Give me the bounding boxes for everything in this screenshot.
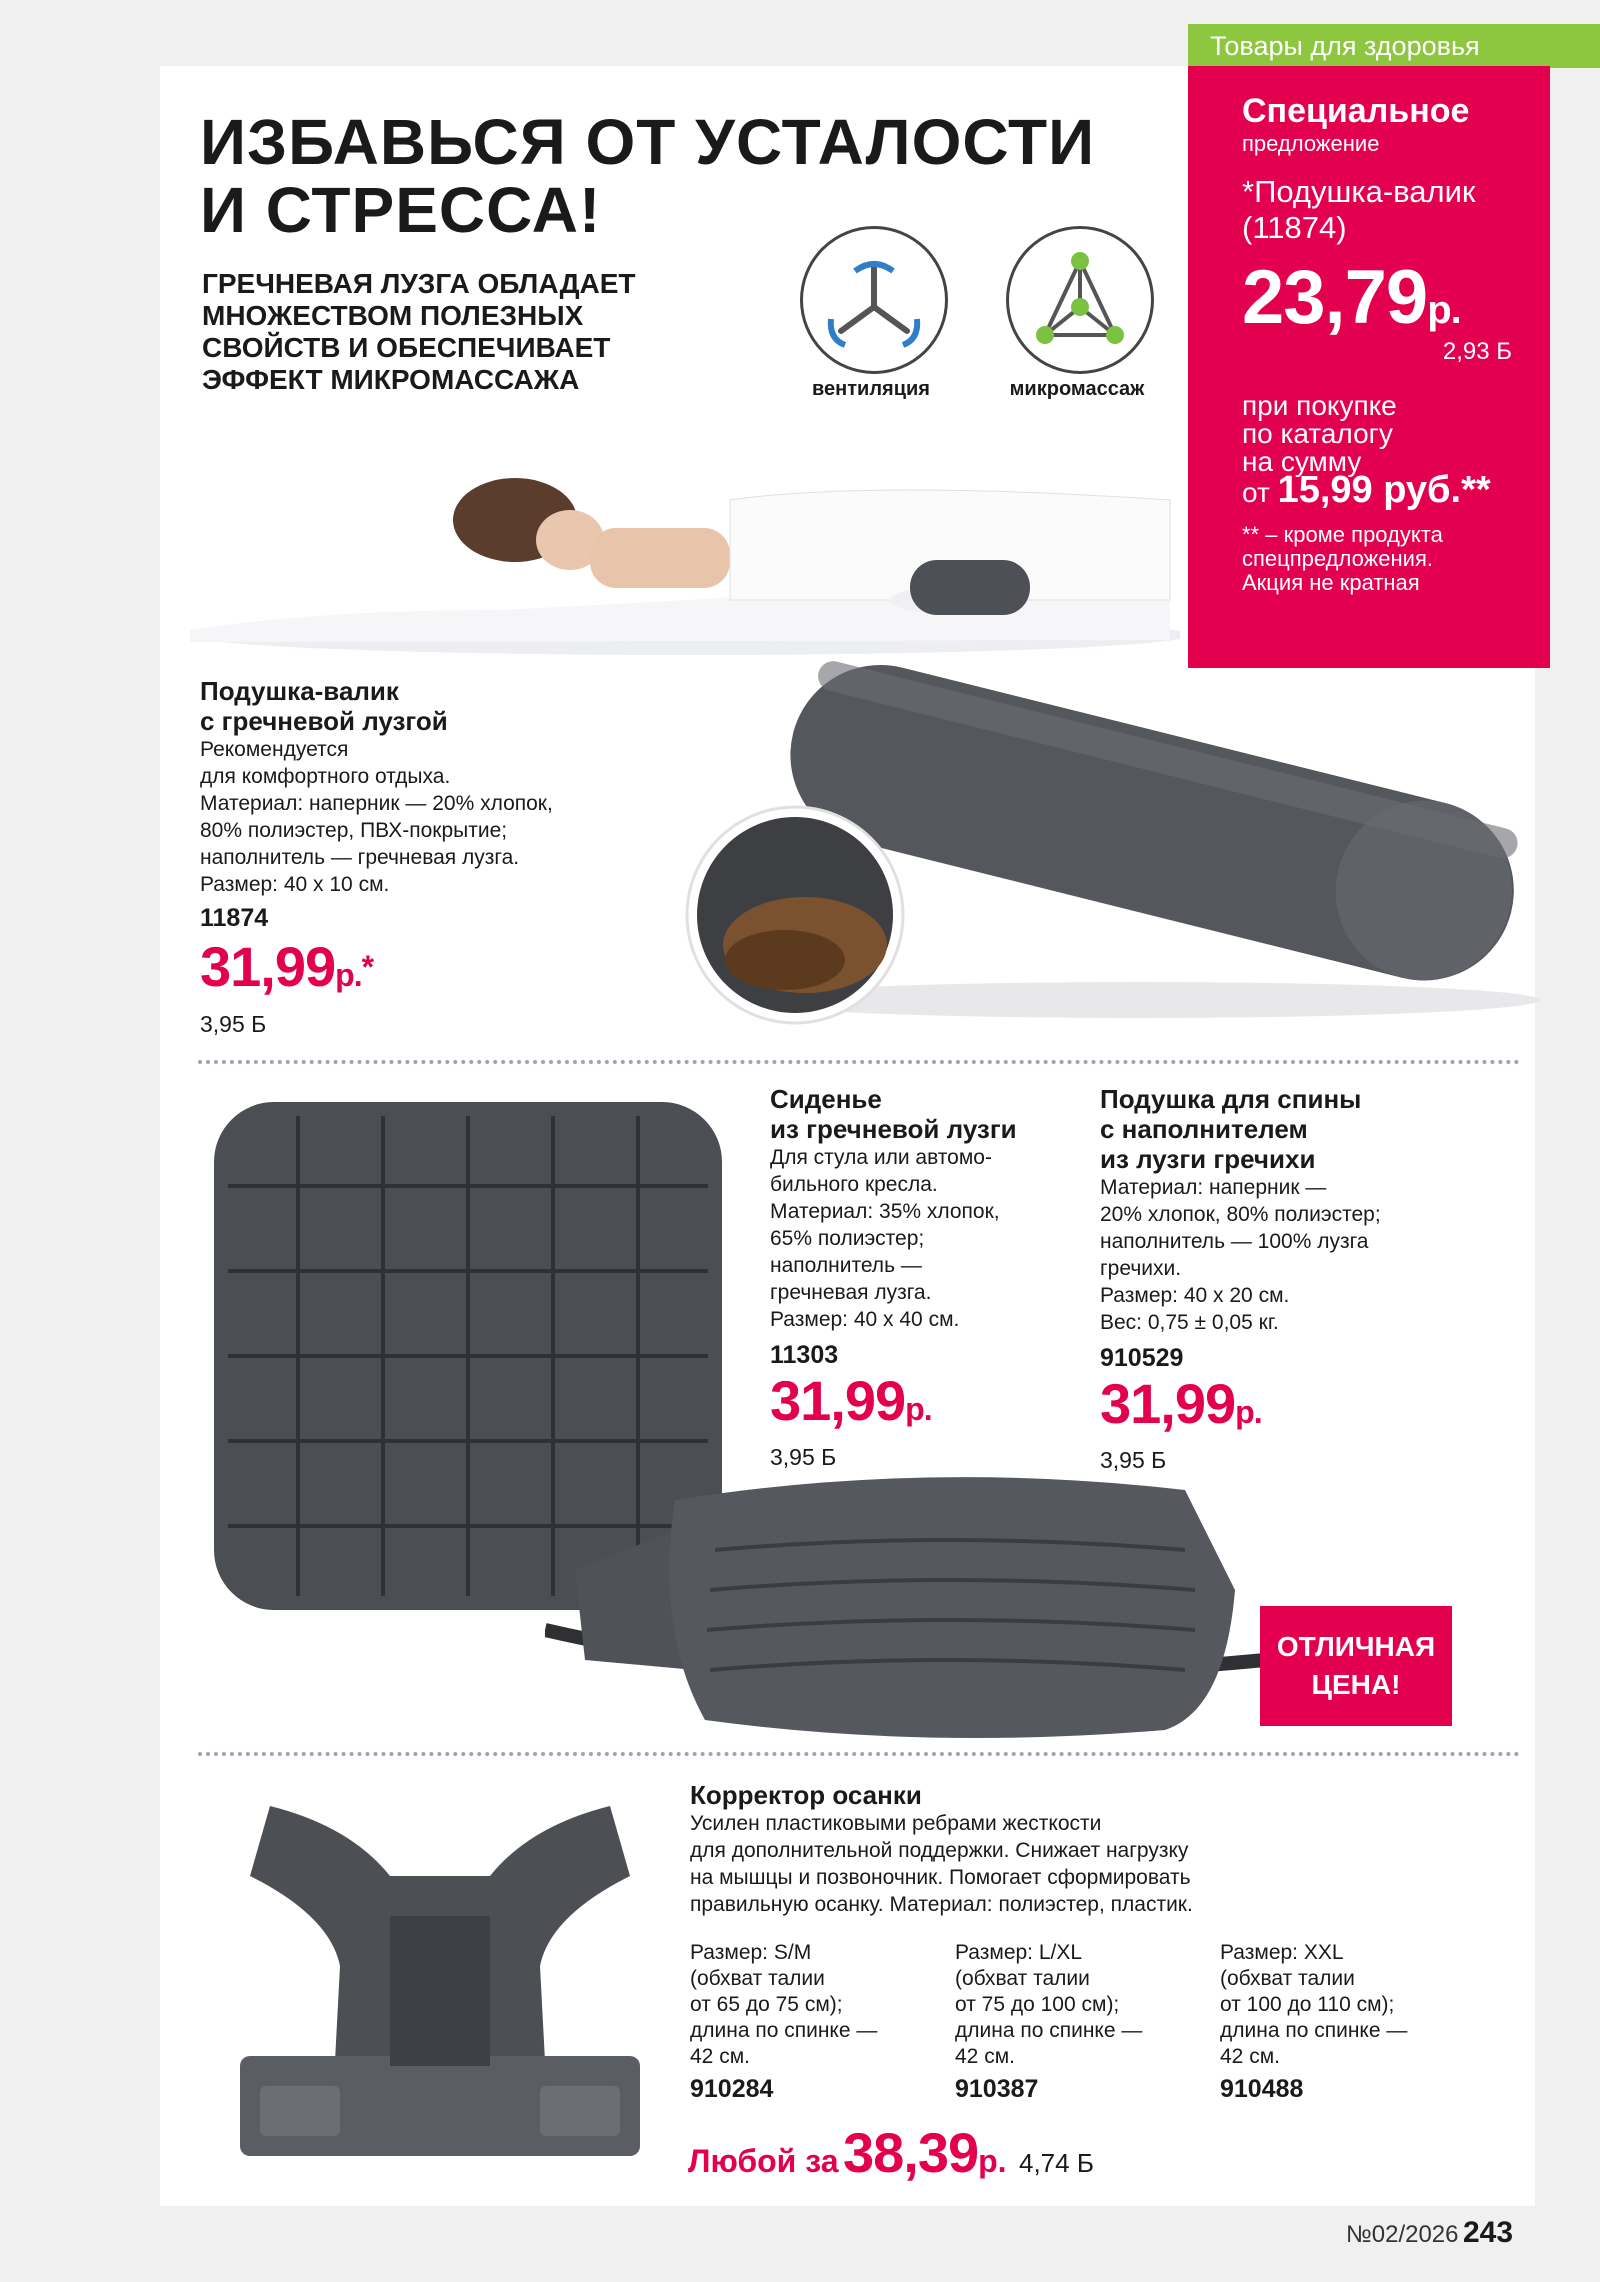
size-code: 910387 bbox=[955, 2075, 1039, 2103]
size-code: 910488 bbox=[1220, 2075, 1304, 2103]
corrector-price-value: 38,39 bbox=[842, 2121, 979, 2184]
seat-desc bbox=[770, 1144, 1080, 1333]
pillow-currency: р. bbox=[335, 957, 362, 993]
back-code: 910529 bbox=[1100, 1344, 1184, 1372]
section-divider bbox=[198, 1060, 1520, 1064]
offer-title: Специальное bbox=[1242, 92, 1470, 130]
page-number: 243 bbox=[1462, 2216, 1514, 2249]
size-line: 42 см. bbox=[690, 2045, 750, 2068]
back-cushion-image bbox=[545, 1470, 1305, 1750]
corrector-points: 4,74 Б bbox=[1019, 2148, 1094, 2178]
subhead-line: МНОЖЕСТВОМ ПОЛЕЗНЫХ bbox=[202, 300, 584, 331]
condition-amount: 15,99 руб.** bbox=[1277, 469, 1491, 511]
size-line: Размер: L/XL bbox=[955, 1941, 1083, 1964]
headline-line-1: ИЗБАВЬСЯ ОТ УСТАЛОСТИ bbox=[200, 106, 1096, 178]
back-cushion-info bbox=[1100, 1084, 1500, 1474]
any-for-label: Любой за bbox=[688, 2143, 839, 2179]
size-line: Размер: XXL bbox=[1220, 1941, 1344, 1964]
desc-line: Материал: 35% хлопок, bbox=[770, 1200, 1000, 1223]
pillow-title-line: Подушка-валик bbox=[200, 676, 399, 706]
footnote-line: спецпредложения. bbox=[1242, 546, 1433, 571]
back-desc bbox=[1100, 1174, 1500, 1336]
desc-line: 80% полиэстер, ПВХ-покрытие; bbox=[200, 819, 508, 842]
great-price-badge bbox=[1260, 1606, 1452, 1726]
headline bbox=[200, 108, 1095, 244]
subhead-line: ЭФФЕКТ МИКРОМАССАЖА bbox=[202, 364, 580, 395]
back-currency: р. bbox=[1235, 1394, 1262, 1430]
desc-line: на мышцы и позвоночник. Помогает сформировать bbox=[690, 1866, 1191, 1889]
offer-currency: р. bbox=[1427, 288, 1461, 332]
subhead-line: СВОЙСТВ И ОБЕСПЕЧИВАЕТ bbox=[202, 332, 611, 363]
pillow-price bbox=[200, 937, 640, 1005]
seat-title-line: из гречневой лузги bbox=[770, 1114, 1017, 1144]
pillow-points: 3,95 Б bbox=[200, 1011, 267, 1037]
size-line: 42 см. bbox=[955, 2045, 1015, 2068]
desc-line: наполнитель — 100% лузга bbox=[1100, 1230, 1369, 1253]
desc-line: Размер: 40 х 20 см. bbox=[1100, 1284, 1290, 1307]
condition-prefix: от bbox=[1242, 477, 1270, 508]
desc-line: Для стула или автомо- bbox=[770, 1146, 992, 1169]
back-title bbox=[1100, 1084, 1500, 1174]
size-line: длина по спинке — bbox=[955, 2019, 1143, 2042]
size-line: от 65 до 75 см); bbox=[690, 1993, 843, 2016]
back-title-line: из лузги гречихи bbox=[1100, 1144, 1316, 1174]
size-xxl bbox=[1220, 1940, 1470, 2102]
offer-condition bbox=[1242, 390, 1520, 511]
seat-info bbox=[770, 1084, 1080, 1471]
desc-line: бильного кресла. bbox=[770, 1173, 938, 1196]
woman-relaxing-photo bbox=[170, 460, 1180, 660]
condition-line: на сумму bbox=[1242, 446, 1362, 477]
issue-number: №02/2026 bbox=[1346, 2221, 1459, 2248]
great-price-line: ЦЕНА! bbox=[1311, 1669, 1401, 1700]
size-line: длина по спинке — bbox=[690, 2019, 878, 2042]
pillow-price-value: 31,99 bbox=[200, 935, 336, 998]
desc-line: для дополнительной поддержки. Снижает нагрузку bbox=[690, 1839, 1189, 1862]
special-offer-box bbox=[1188, 66, 1550, 668]
desc-line: Рекомендуется bbox=[200, 738, 349, 761]
posture-corrector-image bbox=[230, 1786, 650, 2186]
offer-code: (11874) bbox=[1242, 210, 1347, 245]
subhead-line: ГРЕЧНЕВАЯ ЛУЗГА ОБЛАДАЕТ bbox=[202, 268, 636, 299]
desc-line: наполнитель — гречневая лузга. bbox=[200, 846, 520, 869]
back-title-line: с наполнителем bbox=[1100, 1114, 1308, 1144]
corrector-desc bbox=[690, 1810, 1510, 1918]
desc-line: гречневая лузга. bbox=[770, 1281, 932, 1304]
size-line: 42 см. bbox=[1220, 2045, 1280, 2068]
back-title-line: Подушка для спины bbox=[1100, 1084, 1362, 1114]
desc-line: 20% хлопок, 80% полиэстер; bbox=[1100, 1203, 1381, 1226]
size-line: от 75 до 100 см); bbox=[955, 1993, 1120, 2016]
size-lxl bbox=[955, 1940, 1205, 2102]
size-line: от 100 до 110 см); bbox=[1220, 1993, 1395, 2016]
footnote-line: ** – кроме продукта bbox=[1242, 522, 1443, 547]
category-tab[interactable]: Товары для здоровья bbox=[1188, 24, 1600, 68]
corrector-price bbox=[688, 2120, 1094, 2185]
back-price-value: 31,99 bbox=[1100, 1372, 1236, 1435]
desc-line: Вес: 0,75 ± 0,05 кг. bbox=[1100, 1311, 1279, 1334]
offer-price-value: 23,79 bbox=[1242, 255, 1428, 340]
pillow-star: * bbox=[361, 949, 374, 985]
size-line: (обхват талии bbox=[955, 1967, 1090, 1990]
desc-line: наполнитель — bbox=[770, 1254, 922, 1277]
condition-line: при покупке bbox=[1242, 390, 1397, 421]
offer-points: 2,93 Б bbox=[1442, 338, 1512, 365]
condition-line: по каталогу bbox=[1242, 418, 1393, 449]
back-points: 3,95 Б bbox=[1100, 1447, 1167, 1473]
micromassage-label: микромассаж bbox=[1009, 378, 1145, 400]
subheadline bbox=[202, 268, 762, 396]
desc-line: Материал: наперник — 20% хлопок, bbox=[200, 792, 553, 815]
ventilation-icon bbox=[800, 226, 948, 374]
size-line: Размер: S/M bbox=[690, 1941, 812, 1964]
size-code: 910284 bbox=[690, 2075, 774, 2103]
seat-title-line: Сиденье bbox=[770, 1084, 882, 1114]
offer-subtitle: предложение bbox=[1242, 131, 1380, 156]
size-line: длина по спинке — bbox=[1220, 2019, 1408, 2042]
seat-code: 11303 bbox=[770, 1341, 839, 1369]
corrector-title: Корректор осанки bbox=[690, 1780, 922, 1810]
headline-line-2: И СТРЕССА! bbox=[200, 174, 602, 246]
seat-price bbox=[770, 1370, 1080, 1440]
corrector-currency: р. bbox=[978, 2143, 1007, 2179]
offer-footnote bbox=[1242, 523, 1520, 595]
pillow-title-line: с гречневой лузгой bbox=[200, 706, 448, 736]
desc-line: гречихи. bbox=[1100, 1257, 1182, 1280]
pillow-info bbox=[200, 676, 640, 1038]
pillow-desc bbox=[200, 736, 640, 898]
size-line: (обхват талии bbox=[1220, 1967, 1355, 1990]
pillow-code: 11874 bbox=[200, 904, 269, 932]
size-line: (обхват талии bbox=[690, 1967, 825, 1990]
corrector-info bbox=[690, 1780, 1510, 1918]
desc-line: 65% полиэстер; bbox=[770, 1227, 925, 1250]
page-footer bbox=[1346, 2216, 1513, 2250]
desc-line: Размер: 40 х 40 см. bbox=[770, 1308, 960, 1331]
pillow-roll-image bbox=[660, 660, 1540, 1030]
size-sm bbox=[690, 1940, 940, 2102]
back-price bbox=[1100, 1373, 1500, 1443]
seat-title bbox=[770, 1084, 1080, 1144]
ventilation-label: вентиляция bbox=[812, 378, 930, 400]
seat-price-value: 31,99 bbox=[770, 1369, 906, 1432]
desc-line: Размер: 40 х 10 см. bbox=[200, 873, 390, 896]
seat-currency: р. bbox=[905, 1391, 932, 1427]
seat-points: 3,95 Б bbox=[770, 1444, 837, 1470]
desc-line: правильную осанку. Материал: полиэстер, пластик. bbox=[690, 1893, 1193, 1916]
desc-line: Материал: наперник — bbox=[1100, 1176, 1327, 1199]
pillow-title bbox=[200, 676, 640, 736]
desc-line: для комфортного отдыха. bbox=[200, 765, 451, 788]
micromassage-icon bbox=[1006, 226, 1154, 374]
offer-product: *Подушка-валик bbox=[1242, 174, 1476, 209]
great-price-line: ОТЛИЧНАЯ bbox=[1276, 1631, 1436, 1662]
section-divider bbox=[198, 1752, 1520, 1756]
desc-line: Усилен пластиковыми ребрами жесткости bbox=[690, 1812, 1102, 1835]
footnote-line: Акция не кратная bbox=[1242, 570, 1420, 595]
